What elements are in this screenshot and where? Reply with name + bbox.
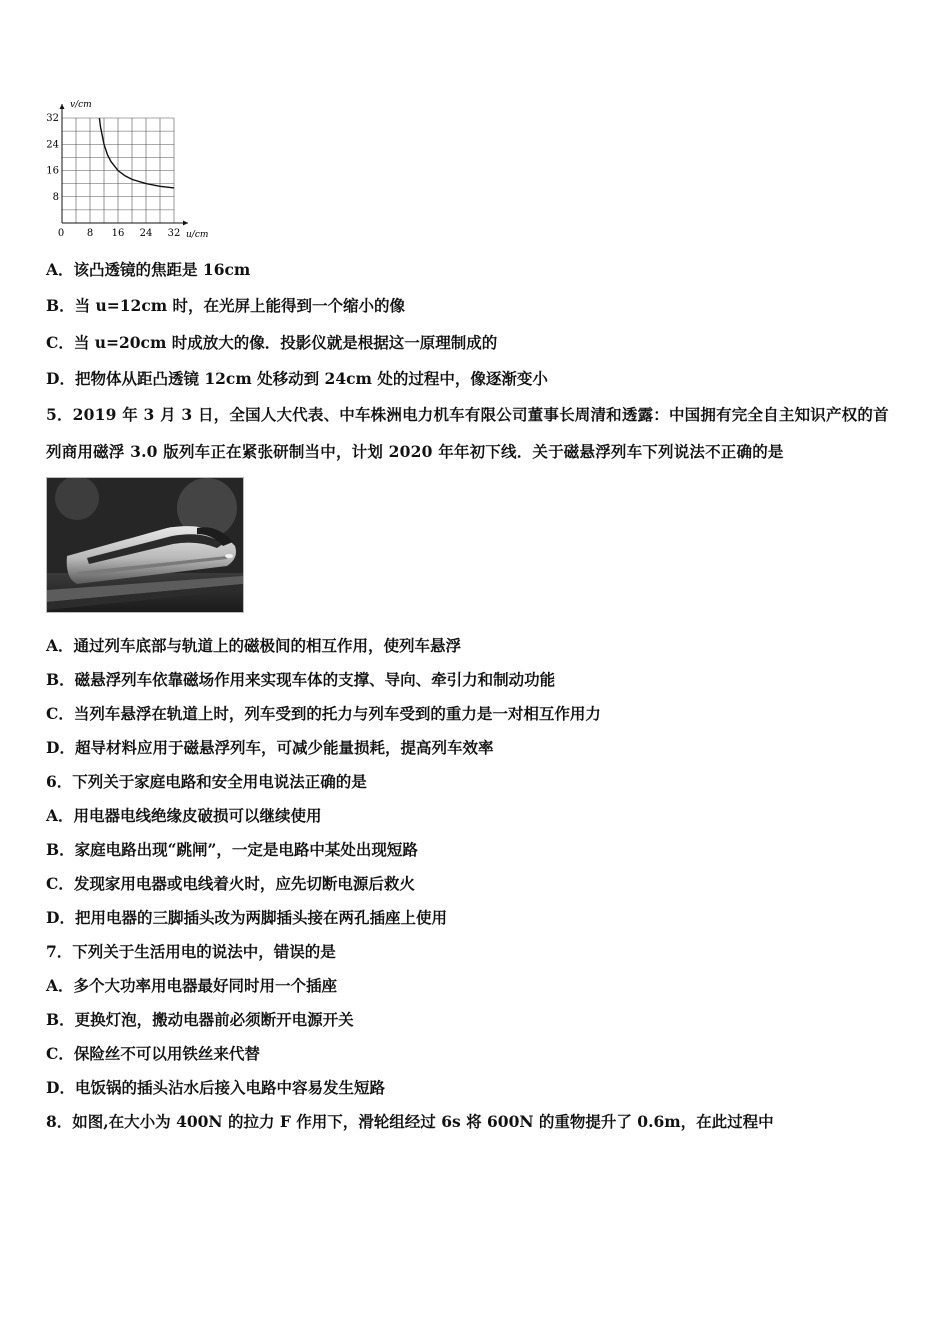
y-axis-label: v/cm xyxy=(70,100,92,110)
y-tick-label: 16 xyxy=(46,165,59,177)
y-tick-label: 24 xyxy=(46,139,59,151)
q7-stem: 7．下列关于生活用电的说法中，错误的是 xyxy=(46,942,336,961)
x-tick-label: 8 xyxy=(86,228,94,239)
q4-option-b: B．当 u=12cm 时，在光屏上能得到一个缩小的像 xyxy=(46,296,406,315)
q6-option-b: B．家庭电路出现“跳闸”，一定是电路中某处出现短路 xyxy=(46,840,418,859)
q4-option-a: A．该凸透镜的焦距是 16cm xyxy=(46,260,251,279)
y-axis-arrow xyxy=(60,104,65,109)
q5-stem-line1: 5．2019 年 3 月 3 日，全国人大代表、中车株洲电力机车有限公司董事长周清和透露：中国拥有完全自主知识产权的首 xyxy=(46,405,889,424)
x-tick-label: 16 xyxy=(111,228,125,239)
lens-image-distance-chart xyxy=(40,96,230,241)
chart-series-line xyxy=(99,118,174,188)
x-tick-labels xyxy=(58,228,181,239)
y-tick-label: 32 xyxy=(46,113,59,124)
q5-option-b: B．磁悬浮列车依靠磁场作用来实现车体的支撑、导向、牵引力和制动功能 xyxy=(46,670,556,689)
q7-option-c: C．保险丝不可以用铁丝来代替 xyxy=(46,1044,260,1063)
q6-option-c: C．发现家用电器或电线着火时，应先切断电源后救火 xyxy=(46,874,415,893)
q5-option-c: C．当列车悬浮在轨道上时，列车受到的托力与列车受到的重力是一对相互作用力 xyxy=(46,704,601,723)
x-axis-arrow xyxy=(183,221,188,226)
q7-option-b: B．更换灯泡，搬动电器前必须断开电源开关 xyxy=(46,1010,354,1029)
y-tick-label: 8 xyxy=(52,191,59,203)
x-tick-label: 24 xyxy=(139,228,153,239)
q4-option-d: D．把物体从距凸透镜 12cm 处移动到 24cm 处的过程中，像逐渐变小 xyxy=(46,369,548,388)
q8-stem: 8．如图,在大小为 400N 的拉力 F 作用下，滑轮组经过 6s 将 600N 的重物提升了 0.6m，在此过程中 xyxy=(46,1112,774,1131)
q7-option-a: A．多个大功率用电器最好同时用一个插座 xyxy=(46,976,338,995)
q5-stem-line2: 列商用磁浮 3.0 版列车正在紧张研制当中，计划 2020 年年初下线．关于磁悬浮列车下列说法不正确的是 xyxy=(46,442,784,461)
q5-option-a: A．通过列车底部与轨道上的磁极间的相互作用，使列车悬浮 xyxy=(46,636,462,655)
q5-option-d: D．超导材料应用于磁悬浮列车，可减少能量损耗，提高列车效率 xyxy=(46,738,494,757)
x-tick-label: 0 xyxy=(57,228,65,239)
q6-option-d: D．把用电器的三脚插头改为两脚插头接在两孔插座上使用 xyxy=(46,908,447,927)
q4-option-c: C．当 u=20cm 时成放大的像．投影仪就是根据这一原理制成的 xyxy=(46,333,498,352)
x-axis-label: u/cm xyxy=(186,230,209,240)
q7-option-d: D．电饭锅的插头沾水后接入电路中容易发生短路 xyxy=(46,1078,385,1097)
q6-stem: 6．下列关于家庭电路和安全用电说法正确的是 xyxy=(46,772,367,791)
q6-option-a: A．用电器电线绝缘皮破损可以继续使用 xyxy=(46,806,322,825)
maglev-train-photo xyxy=(46,477,244,613)
chart-axes xyxy=(60,104,189,226)
y-tick-labels xyxy=(46,113,59,203)
x-tick-label: 32 xyxy=(167,228,181,239)
